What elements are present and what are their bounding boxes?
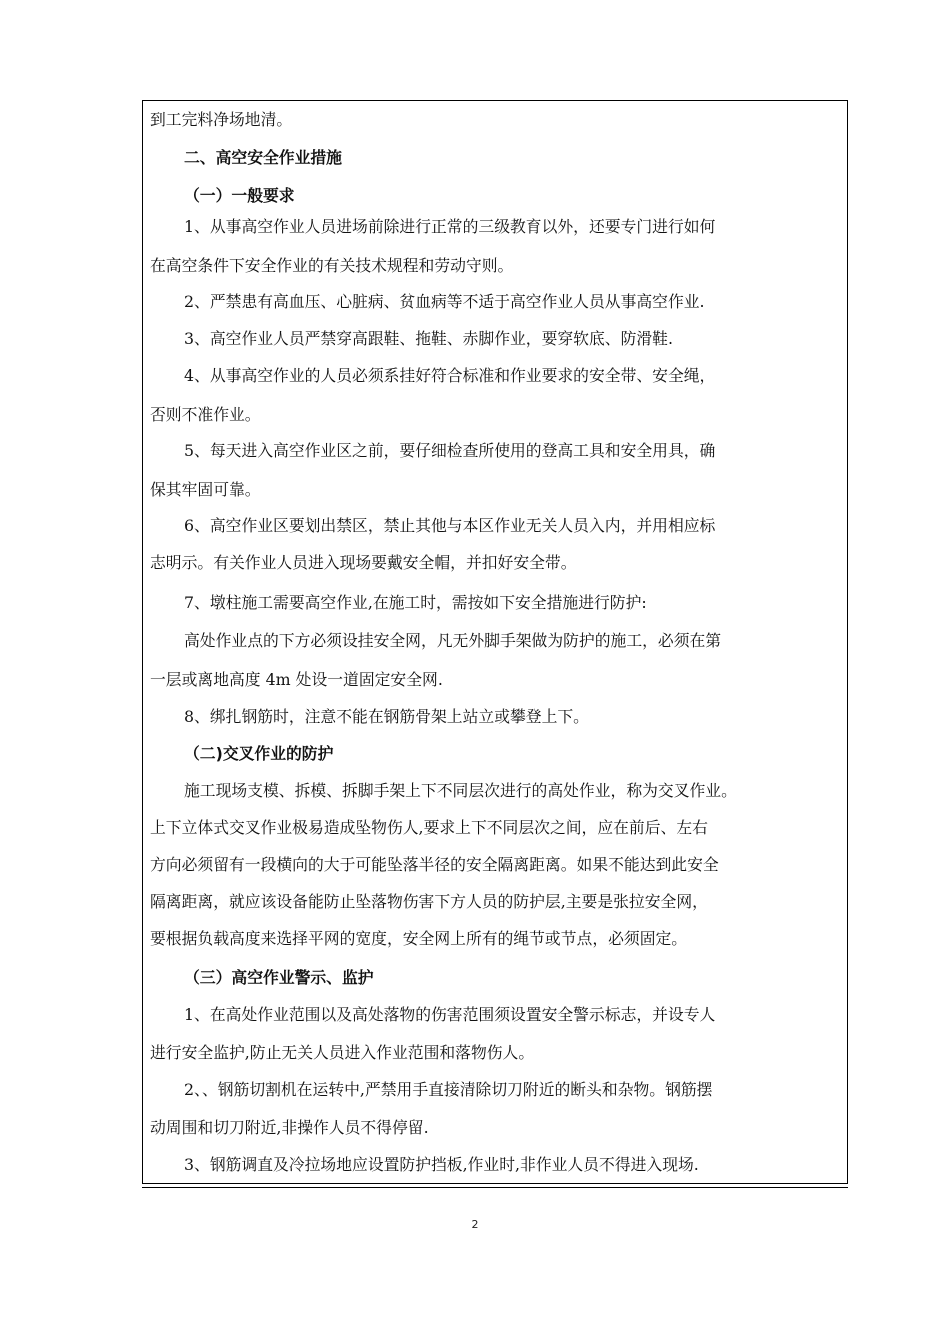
subsection-heading: （三）高空作业警示、监护 (184, 968, 374, 987)
text-line: 一层或离地高度 4m 处设一道固定安全网. (150, 670, 443, 689)
text-line: 5、每天进入高空作业区之前，要仔细检查所使用的登高工具和安全用具，确 (184, 441, 716, 460)
text-line: 否则不准作业。 (150, 405, 261, 424)
text-line: 上下立体式交叉作业极易造成坠物伤人,要求上下不同层次之间，应在前后、左右 (150, 818, 708, 837)
frame-double-rule (142, 1187, 848, 1188)
text-line: 方向必须留有一段横向的大于可能坠落半径的安全隔离距离。如果不能达到此安全 (150, 855, 719, 874)
text-line: 2、、钢筋切割机在运转中,严禁用手直接清除切刀附近的断头和杂物。钢筋摆 (184, 1080, 713, 1099)
text-line: 3、高空作业人员严禁穿高跟鞋、拖鞋、赤脚作业，要穿软底、防滑鞋. (184, 329, 673, 348)
text-line: 到工完料净场地清。 (150, 110, 293, 129)
text-line: 施工现场支模、拆模、拆脚手架上下不同层次进行的高处作业，称为交叉作业。 (184, 781, 737, 800)
text-line: 在高空条件下安全作业的有关技术规程和劳动守则。 (150, 256, 514, 275)
section-heading: 二、高空安全作业措施 (184, 148, 342, 167)
text-line: 志明示。有关作业人员进入现场要戴安全帽，并扣好安全带。 (150, 553, 577, 572)
text-line: 3、钢筋调直及冷拉场地应设置防护挡板,作业时,非作业人员不得进入现场. (184, 1155, 699, 1174)
text-line: 2、严禁患有高血压、心脏病、贫血病等不适于高空作业人员从事高空作业. (184, 292, 705, 311)
text-line: 要根据负载高度来选择平网的宽度，安全网上所有的绳节或节点，必须固定。 (150, 929, 688, 948)
text-line: 4、从事高空作业的人员必须系挂好符合标准和作业要求的安全带、安全绳， (184, 366, 716, 385)
subsection-heading: （二)交叉作业的防护 (184, 744, 334, 763)
text-line: 7、墩柱施工需要高空作业,在施工时，需按如下安全措施进行防护: (184, 593, 647, 612)
text-line: 6、高空作业区要划出禁区，禁止其他与本区作业无关人员入内，并用相应标 (184, 516, 716, 535)
text-line: 保其牢固可靠。 (150, 480, 261, 499)
text-line: 8、绑扎钢筋时，注意不能在钢筋骨架上站立或攀登上下。 (184, 707, 589, 726)
text-line: 1、从事高空作业人员进场前除进行正常的三级教育以外，还要专门进行如何 (184, 217, 716, 236)
text-line: 进行安全监护,防止无关人员进入作业范围和落物伤人。 (150, 1043, 535, 1062)
text-line: 1、在高处作业范围以及高处落物的伤害范围须设置安全警示标志，并设专人 (184, 1005, 716, 1024)
text-line: 高处作业点的下方必须设挂安全网，凡无外脚手架做为防护的施工，必须在第 (184, 631, 722, 650)
subsection-heading: （一）一般要求 (184, 186, 295, 205)
page-number: 2 (471, 1218, 479, 1231)
text-line: 动周围和切刀附近,非操作人员不得停留. (150, 1118, 429, 1137)
text-line: 隔离距离，就应该设备能防止坠落物伤害下方人员的防护层,主要是张拉安全网， (150, 892, 708, 911)
